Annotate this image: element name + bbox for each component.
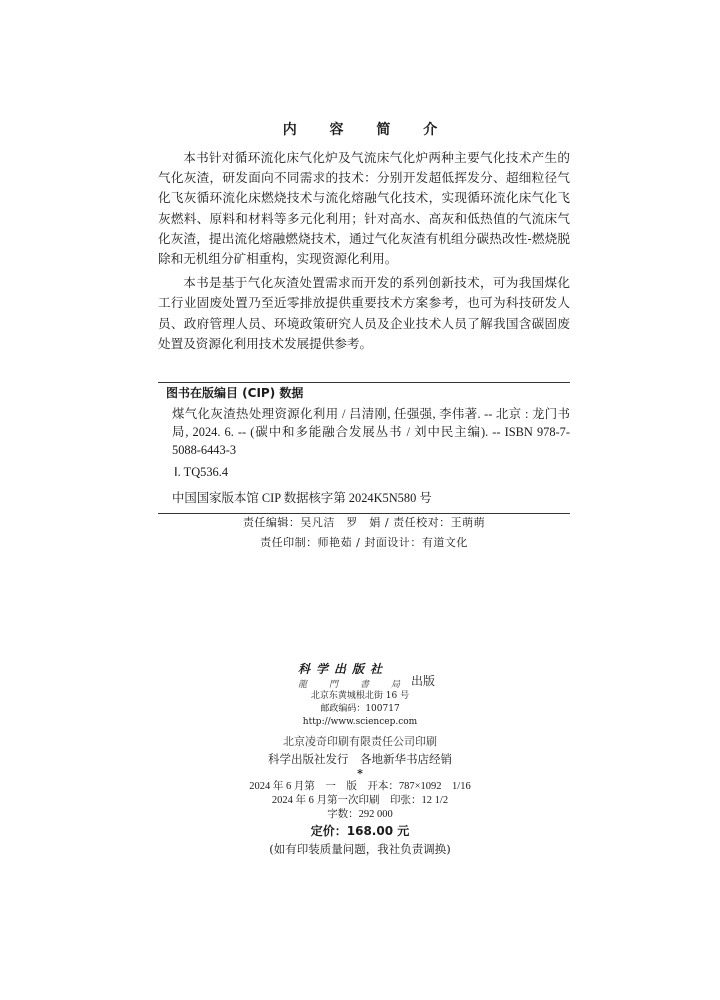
printer-line: 北京凌奇印刷有限责任公司印刷 — [283, 735, 437, 748]
staff-line-production: 责任印制：师艳茹 / 封面设计：有道文化 — [260, 536, 468, 549]
quality-note: (如有印装质量问题，我社负责调换) — [269, 842, 451, 856]
publish-verb: 出版 — [411, 674, 436, 688]
cip-check-number: 中国国家版本馆 CIP 数据核字第 2024K5N580 号 — [172, 491, 432, 505]
cip-entry: 煤气化灰渣热处理资源化利用 / 吕清刚, 任强强, 李伟著. -- 北京 : 龙门书局, 2024. 6. -- (碳中和多能融合发展丛书 / 刘中民主编). -- ISBN 978-7-5088-6443-3 — [172, 407, 570, 457]
summary-paragraph-2: 本书是基于气化灰渣处置需求而开发的系列创新技术，可为我国煤化工行业固废处置乃至近零排放提供重要技术方案参考，也可为科技研发人员、政府管理人员、环境政策研究人员及企业技术人员了解我国含碳固废处置及资源化利用技术发展提供参考。 — [158, 275, 570, 351]
cip-block — [158, 382, 570, 514]
publisher-postcode: 邮政编码：100717 — [320, 704, 400, 714]
word-count: 字数：292 000 — [327, 809, 393, 820]
publisher-website: http://www.sciencep.com — [302, 717, 418, 727]
cip-classification: Ⅰ. TQ536.4 — [174, 465, 229, 479]
longmen-logo: 龍門書局 — [298, 680, 423, 690]
edition-line-2: 2024 年 6 月第一次印刷 印张：12 1/2 — [271, 795, 449, 806]
publisher-address: 北京东黄城根北街 16 号 — [310, 691, 410, 701]
summary-body — [158, 148, 570, 358]
distribution-line: 科学出版社发行 各地新华书店经销 — [268, 752, 452, 766]
cip-heading: 图书在版编目 (CIP) 数据 — [166, 386, 304, 400]
publisher-logos — [0, 660, 720, 690]
edition-line-1: 2024 年 6 月第 一 版 开本：787×1092 1/16 — [249, 781, 471, 792]
summary-title: 内 容 简 介 — [282, 122, 452, 138]
publisher-block — [0, 660, 720, 858]
staff-credits — [158, 513, 570, 553]
cip-top-rule — [158, 382, 570, 383]
science-press-logo: 科学出版社 — [298, 662, 389, 676]
summary-paragraph-1: 本书针对循环流化床气化炉及气流床气化炉两种主要气化技术产生的气化灰渣，研发面向不同需求的技术：分别开发超低挥发分、超细粒径气化飞灰循环流化床燃烧技术与流化熔融气化技术，实现循环流化床气化飞灰燃料、原料和材料等多元化利用；针对高水、高灰和低热值的气流床气化灰渣，提出流化熔融燃烧技术，通过气化灰渣有机组分碳热改性-燃烧脱除和无机组分矿相重构，实现资源化利用。 — [158, 150, 570, 267]
separator-star: * — [357, 767, 363, 780]
staff-line-editors: 责任编辑：吴凡洁 罗 娟 / 责任校对：王萌萌 — [242, 516, 486, 529]
price: 定价：168.00 元 — [310, 824, 410, 838]
